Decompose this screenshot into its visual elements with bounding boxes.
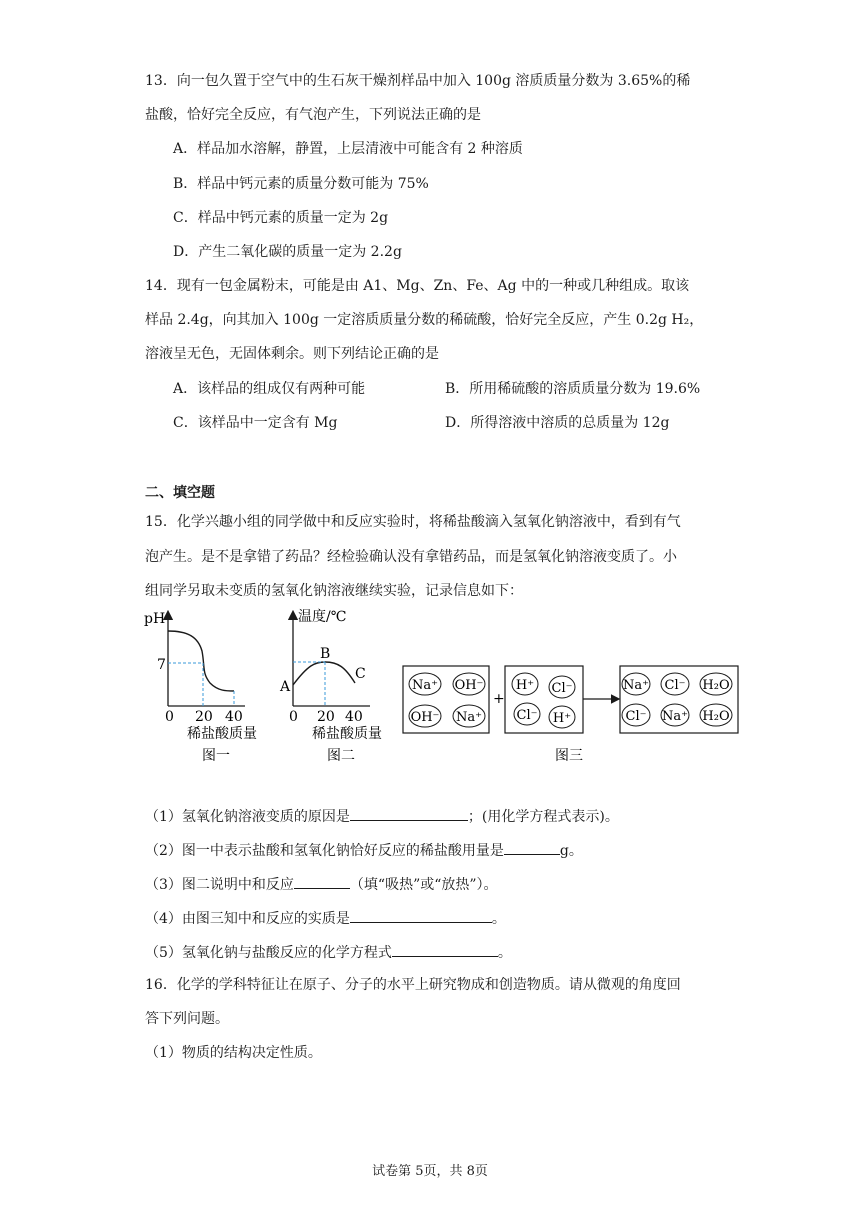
q15-sub4-text: （4）由图三知中和反应的实质是: [145, 911, 350, 927]
q15-sub5: [145, 942, 512, 963]
fig1-caption: 图一: [202, 748, 230, 764]
ion-h-label: H⁺: [552, 711, 572, 726]
ion-oh-label: OH⁻: [410, 710, 440, 725]
fig2-x-tick-20: 20: [317, 709, 335, 725]
q16-sub1: （1）物质的结构决定性质。: [145, 1045, 322, 1061]
q15-sub1-text: （1）氢氧化钠溶液变质的原因是: [145, 809, 350, 825]
q15-sub5-blank[interactable]: [392, 942, 498, 957]
figure-2: [279, 608, 382, 764]
ion-na-label: Na⁺: [623, 678, 649, 693]
q15-sub4: [145, 908, 506, 929]
q13-option-c: C．样品中钙元素的质量一定为 2g: [173, 210, 389, 226]
q15-sub2-text: （2）图一中表示盐酸和氢氧化钠恰好反应的稀盐酸用量是: [145, 843, 504, 859]
fig1-x-tick-20: 20: [195, 709, 213, 725]
fig3-plus: +: [493, 691, 505, 707]
q16-stem-line1: 16．化学的学科特征让在原子、分子的水平上研究物成和创造物质。请从微观的角度回: [145, 977, 681, 993]
q14-stem-line2: 样品 2.4g，向其加入 100g 一定溶质质量分数的稀硫酸，恰好完全反应，产生 0.2g H₂，: [145, 312, 704, 328]
q14-option-c: C．该样品中一定含有 Mg: [173, 415, 338, 431]
fig3-caption: 图三: [555, 748, 583, 764]
q15-sub4-blank[interactable]: [350, 908, 492, 923]
molecule-h2o-label: H₂O: [702, 709, 730, 724]
fig2-caption: 图二: [327, 748, 355, 764]
ion-na-label: Na⁺: [412, 678, 438, 693]
fig2-x-label: 稀盐酸质量: [312, 726, 382, 742]
molecule-h2o-label: H₂O: [702, 678, 730, 693]
ion-h-label: H⁺: [515, 678, 535, 693]
figure-1: [144, 611, 257, 764]
fig1-ph-curve: [168, 631, 234, 691]
fig1-y-tick-7: 7: [157, 657, 166, 673]
q15-sub2-unit: g。: [559, 843, 583, 859]
ion-oh-label: OH⁻: [454, 678, 484, 693]
fig1-x-label: 稀盐酸质量: [187, 726, 257, 742]
ion-cl-label: Cl⁻: [551, 681, 573, 696]
fig2-point-a: A: [280, 679, 291, 695]
q15-sub3: [145, 874, 498, 895]
ion-na-label: Na⁺: [456, 710, 482, 725]
q13-option-b: B．样品中钙元素的质量分数可能为 75%: [173, 176, 429, 192]
q15-sub5-end: 。: [497, 945, 512, 961]
q15-stem-line1: 15．化学兴趣小组的同学做中和反应实验时，将稀盐酸滴入氢氧化钠溶液中，看到有气: [145, 514, 681, 530]
ion-cl-label: Cl⁻: [625, 709, 647, 724]
q15-sub3-text: （3）图二说明中和反应: [145, 877, 294, 893]
q14-stem-line3: 溶液呈无色，无固体剩余。则下列结论正确的是: [145, 346, 439, 362]
q15-sub4-end: 。: [491, 911, 506, 927]
q15-sub3-hint: （填“吸热”或“放热”）。: [349, 877, 498, 893]
q15-stem-line2: 泡产生。是不是拿错了药品？经检验确认没有拿错药品，而是氢氧化钠溶液变质了。小: [145, 549, 677, 565]
q15-sub2: [145, 840, 583, 861]
fig2-point-c: C: [355, 666, 366, 682]
fig1-y-label: pH: [144, 611, 166, 627]
fig1-x-tick-40: 40: [225, 709, 243, 725]
section-heading: 二、填空题: [145, 485, 215, 501]
q15-sub5-text: （5）氢氧化钠与盐酸反应的化学方程式: [145, 945, 392, 961]
fig2-x-tick-0: 0: [289, 709, 298, 725]
q14-stem-line1: 14．现有一包金属粉末，可能是由 A1、Mg、Zn、Fe、Ag 中的一种或几种组成。取该: [145, 278, 690, 294]
figure-3: [403, 666, 738, 764]
q13-stem-line2: 盐酸，恰好完全反应，有气泡产生，下列说法正确的是: [145, 107, 481, 123]
fig2-point-b: B: [320, 646, 331, 662]
fig1-x-tick-0: 0: [165, 709, 174, 725]
q15-stem-line3: 组同学另取未变质的氢氧化钠溶液继续实验，记录信息如下：: [145, 583, 523, 599]
ion-cl-label: Cl⁻: [516, 708, 538, 723]
q16-stem-line2: 答下列问题。: [145, 1011, 229, 1027]
q13-stem-line1: 13．向一包久置于空气中的生石灰干燥剂样品中加入 100g 溶质质量分数为 3.65%的稀: [145, 73, 691, 89]
figure-area: [130, 605, 750, 770]
q14-option-a: A．该样品的组成仅有两种可能: [173, 381, 366, 397]
q13-option-a: A．样品加水溶解，静置，上层清液中可能含有 2 种溶质: [173, 141, 523, 157]
fig2-y-label: 温度/℃: [298, 609, 347, 625]
page-footer: 试卷第 5页，共 8页: [372, 1164, 488, 1179]
q15-sub1-hint: ；(用化学方程式表示)。: [467, 809, 619, 825]
q14-option-d: D．所得溶液中溶质的总质量为 12g: [445, 415, 670, 431]
q15-sub1: [145, 806, 619, 827]
q13-option-d: D．产生二氧化碳的质量一定为 2.2g: [173, 244, 402, 260]
q15-sub2-blank[interactable]: [504, 840, 560, 855]
q15-sub3-blank[interactable]: [294, 874, 350, 889]
q15-sub1-blank[interactable]: [350, 806, 468, 821]
fig2-temperature-curve: [293, 662, 355, 685]
ion-cl-label: Cl⁻: [664, 678, 686, 693]
ion-na-label: Na⁺: [662, 709, 688, 724]
fig2-x-tick-40: 40: [345, 709, 363, 725]
q14-option-b: B．所用稀硫酸的溶质质量分数为 19.6%: [445, 381, 701, 397]
